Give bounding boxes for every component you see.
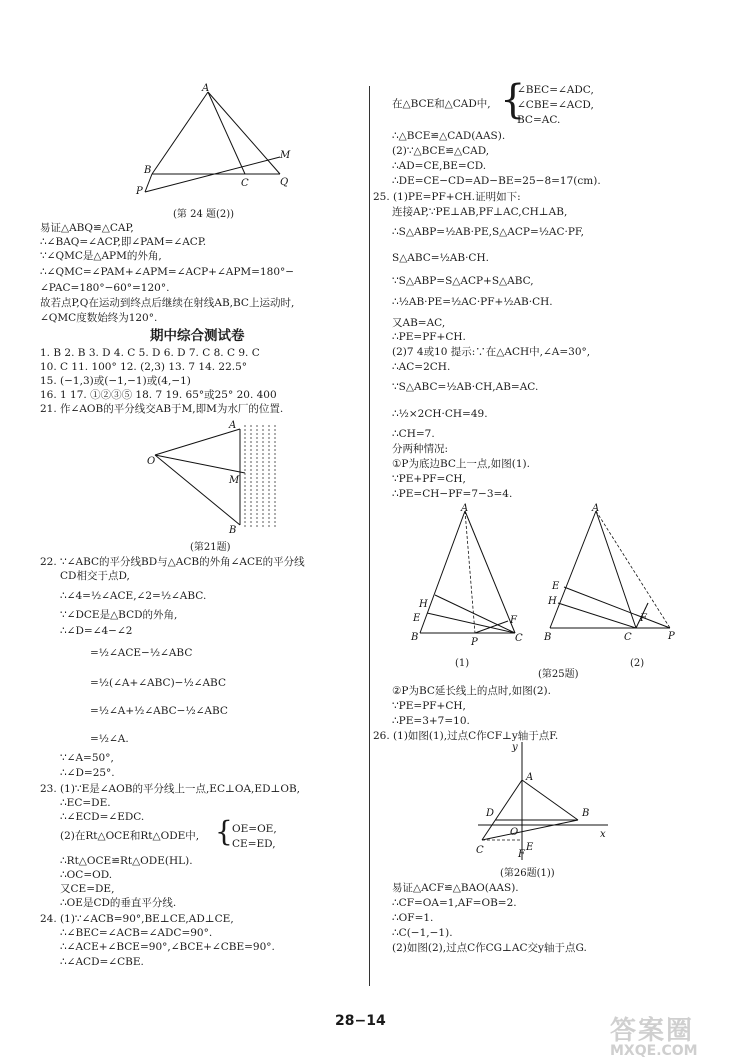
fig26-caption: (第26题(1)): [500, 868, 555, 879]
answers-row: 16. 1 17. ①②③⑤ 18. 7 19. 65°或25° 20. 400: [40, 389, 277, 401]
fig26-label-e: E: [526, 842, 534, 853]
q23-line: 23. (1)∵E是∠AOB的平分线上一点,EC⊥OA,ED⊥OB,: [40, 783, 301, 795]
fig21-caption: (第21题): [190, 542, 231, 553]
fig25-sub-2: (2): [630, 658, 645, 669]
top-intro: 在△BCE和△CAD中,: [392, 98, 491, 110]
top-line: (2)∵△BCE≌△CAD,: [392, 145, 490, 157]
watermark-logo: 答案圈: [610, 1016, 695, 1046]
q22-line: =½(∠A+∠ABC)−½∠ABC: [90, 677, 226, 689]
q25-line: ∴PE=CH−PF=7−3=4.: [392, 488, 513, 500]
q26-rest-line: ∴C(−1,−1).: [392, 927, 453, 939]
q26-rest-line: (2)如图(2),过点C作CG⊥AC交y轴于点G.: [392, 942, 587, 954]
q24-1-line: ∴∠ACE+∠BCE=90°,∠BCE+∠CBE=90°.: [60, 941, 275, 953]
fig26-label-d: D: [486, 808, 495, 819]
q24-line: ∴∠QMC=∠PAM+∠APM=∠ACP+∠APM=180°−: [40, 266, 295, 278]
top-brace-line: BC=AC.: [517, 114, 561, 126]
fig25-caption: (第25题): [538, 669, 579, 680]
top-line: ∴△BCE≌△CAD(AAS).: [392, 130, 506, 142]
page-number: 28−14: [335, 1013, 386, 1029]
q23-line: ∴EC=DE.: [60, 797, 111, 809]
q26-rest-line: ∴CF=OA=1,AF=OB=2.: [392, 897, 517, 909]
q23-line: ∴OE是CD的垂直平分线.: [60, 897, 177, 909]
fig25a-label-c: C: [515, 633, 523, 644]
q26-line: 26. (1)如图(1),过点C作CF⊥y轴于点F.: [373, 730, 559, 742]
fig24-label-c: C: [241, 178, 249, 189]
top-brace-symbol: {: [500, 77, 526, 123]
fig26-label-a: A: [526, 772, 534, 783]
q22-line: ∵∠A=50°,: [60, 752, 114, 764]
q25-line: ∵S△ABP=S△ACP+S△ABC,: [392, 275, 534, 287]
q25-line: ∴½×2CH·CH=49.: [392, 408, 488, 420]
top-line: ∴DE=CE−CD=AD−BE=25−8=17(cm).: [392, 175, 601, 187]
q25-2-line: ∵PE=PF+CH,: [392, 700, 466, 712]
fig25b-label-a: A: [592, 503, 600, 514]
fig25a-label-f: F: [510, 615, 517, 626]
figure-21: [145, 417, 295, 546]
q24-1-line: ∴∠BEC=∠ACB=∠ADC=90°.: [60, 927, 213, 939]
fig25a-label-a: A: [461, 503, 469, 514]
q24-line: ∠QMC度数始终为120°.: [40, 312, 158, 324]
column-divider: [369, 86, 370, 986]
fig25b-label-b: B: [544, 632, 552, 643]
fig21-label-o: O: [147, 456, 156, 467]
q25-line: (2)7 4或10 提示:∵在△ACH中,∠A=30°,: [392, 346, 591, 358]
section-title: 期中综合测试卷: [150, 328, 245, 344]
top-brace-line: ∠BEC=∠ADC,: [517, 84, 594, 96]
fig24-label-q: Q: [280, 177, 289, 188]
fig24-label-b: B: [144, 165, 152, 176]
fig26-label-o: O: [510, 827, 519, 838]
fig25b-label-c: C: [624, 632, 632, 643]
figure-24-2: [130, 82, 300, 206]
q24-1-line: ∴∠ACD=∠CBE.: [60, 956, 144, 968]
q23-brace-line: OE=OE,: [232, 823, 277, 835]
fig26-label-b: B: [582, 808, 590, 819]
q23-line: ∴Rt△OCE≌Rt△ODE(HL).: [60, 855, 193, 867]
q24-line: ∠PAC=180°−60°=120°.: [40, 282, 170, 294]
top-brace-line: ∠CBE=∠ACD,: [517, 99, 594, 111]
q25-line: 又AB=AC,: [392, 317, 446, 329]
q25-line: ①P为底边BC上一点,如图(1).: [392, 458, 530, 470]
fig25-sub-1: (1): [455, 658, 470, 669]
q25-line: ∴S△ABP=½AB·PE,S△ACP=½AC·PF,: [392, 226, 584, 238]
fig25a-label-p: P: [471, 637, 478, 648]
q22-line: 22. ∵∠ABC的平分线BD与△ACB的外角∠ACE的平分线: [40, 556, 305, 568]
fig26-label-y: y: [512, 742, 518, 753]
q25-line: 25. (1)PE=PF+CH.证明如下:: [373, 191, 521, 203]
watermark-url: MXQE.COM: [610, 1043, 698, 1059]
fig24-label-a: A: [202, 83, 210, 94]
q22-line: ∴∠D=25°.: [60, 767, 115, 779]
q23-line: 又CE=DE,: [60, 883, 115, 895]
q23-brace-line: CE=ED,: [232, 838, 276, 850]
fig25b-label-p: P: [668, 631, 675, 642]
fig25a-label-h: H: [419, 599, 428, 610]
q24-line: 故若点P,Q在运动到终点后继续在射线AB,BC上运动时,: [40, 297, 295, 309]
q24-1-line: 24. (1)∵∠ACB=90°,BE⊥CE,AD⊥CE,: [40, 913, 234, 925]
q22-line: ∵∠DCE是△BCD的外角,: [60, 609, 178, 621]
answers-row: 10. C 11. 100° 12. (2,3) 13. 7 14. 22.5°: [40, 361, 248, 373]
fig24-label-m: M: [280, 150, 291, 161]
fig26-label-f: F: [518, 849, 525, 860]
fig25b-label-e: E: [552, 581, 560, 592]
q22-line: =½∠A+½∠ABC−½∠ABC: [90, 705, 228, 717]
fig26-label-x: x: [600, 829, 606, 840]
fig25a-label-b: B: [411, 632, 419, 643]
q26-rest-line: ∴OF=1.: [392, 912, 434, 924]
fig25b-label-h: H: [548, 596, 557, 607]
q24-line: 易证△ABQ≌△CAP,: [40, 222, 134, 234]
fig25a-label-e: E: [413, 613, 421, 624]
answers-row: 21. 作∠AOB的平分线交AB于M,即M为水厂的位置.: [40, 403, 284, 415]
q23-line: ∴OC=OD.: [60, 869, 113, 881]
q22-line: =½∠ACE−½∠ABC: [90, 647, 193, 659]
answers-row: 1. B 2. B 3. D 4. C 5. D 6. D 7. C 8. C 9. C: [40, 347, 260, 359]
q22-line: ∴∠4=½∠ACE,∠2=½∠ABC.: [60, 590, 207, 602]
q25-line: S△ABC=½AB·CH.: [392, 252, 489, 264]
q23-line: ∴∠ECD=∠EDC.: [60, 811, 145, 823]
q25-line: ∵PE+PF=CH,: [392, 473, 466, 485]
figure-25-1: [405, 503, 535, 657]
q25-2-line: ②P为BC延长线上的点时,如图(2).: [392, 685, 551, 697]
q25-line: ∴CH=7.: [392, 428, 435, 440]
q25-line: 分两种情况:: [392, 443, 449, 455]
figure-25-2: [538, 503, 688, 657]
q25-line: ∴½AB·PE=½AC·PF+½AB·CH.: [392, 296, 553, 308]
fig21-label-b: B: [229, 525, 237, 536]
q25-line: ∴PE=PF+CH.: [392, 331, 466, 343]
q24-line: ∵∠QMC是△APM的外角,: [40, 250, 162, 262]
watermark: [610, 1010, 698, 1059]
q25-line: ∴AC=2CH.: [392, 361, 451, 373]
fig26-label-c: C: [476, 845, 484, 856]
q22-line: =½∠A.: [90, 733, 129, 745]
fig25b-label-f: F: [640, 613, 647, 624]
q24-line: ∴∠BAQ=∠ACP,即∠PAM=∠ACP.: [40, 236, 207, 248]
q22-line: CD相交于点D,: [60, 570, 130, 582]
answers-row: 15. (−1,3)或(−1,−1)或(4,−1): [40, 375, 191, 387]
fig24-caption: (第 24 题(2)): [173, 209, 235, 220]
figure-26-1: [470, 740, 620, 869]
fig24-label-p: P: [136, 186, 143, 197]
fig21-label-a: A: [229, 420, 237, 431]
q26-rest-line: 易证△ACF≌△BAO(AAS).: [392, 882, 519, 894]
top-line: ∴AD=CE,BE=CD.: [392, 160, 487, 172]
fig21-label-m: M: [229, 475, 240, 486]
q23-line: (2)在Rt△OCE和Rt△ODE中,: [60, 830, 200, 842]
q25-line: ∵S△ABC=½AB·CH,AB=AC.: [392, 381, 539, 393]
q25-2-line: ∴PE=3+7=10.: [392, 715, 470, 727]
q22-line: ∴∠D=∠4−∠2: [60, 625, 133, 637]
q25-line: 连接AP,∵PE⊥AB,PF⊥AC,CH⊥AB,: [392, 206, 568, 218]
q23-brace-symbol: {: [215, 815, 233, 848]
